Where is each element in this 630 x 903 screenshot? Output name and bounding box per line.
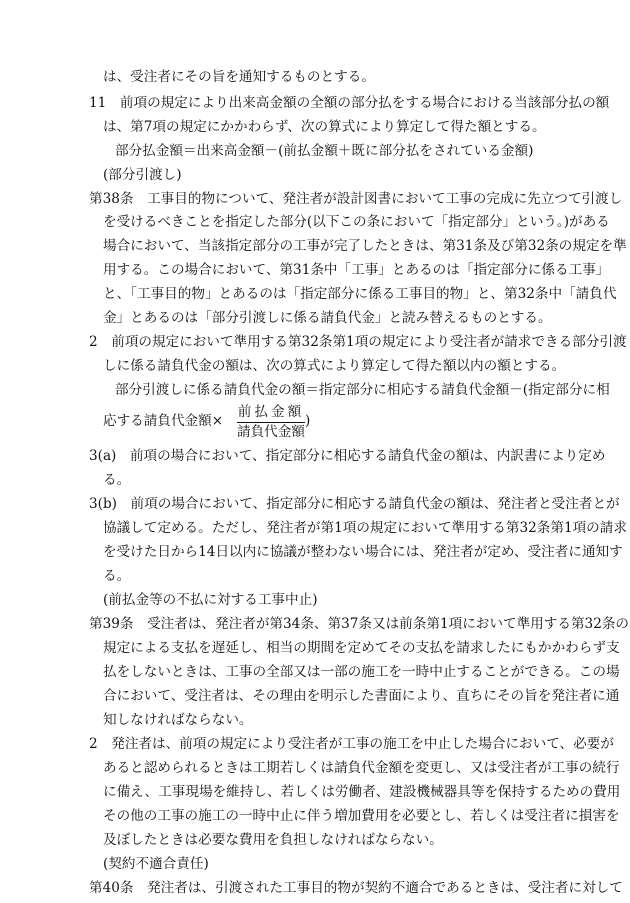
- text-line-l31: その他の工事の施工の一時中止に伴う増加費用を必要とし、若しくは受注者に損害を: [103, 808, 620, 824]
- text-line-l26: 合において、受注者は、その理由を明示した書面により、直ちにその旨を発注者に通: [103, 688, 620, 704]
- text-line-l20: を受けた日から14日以内に協議が整わない場合には、発注者が定め、受注者に通知す: [103, 544, 623, 560]
- text-line-l1: は、受注者にその旨を通知するものとする。: [103, 69, 375, 85]
- text-line-l27: 知しなければならない。: [103, 712, 253, 728]
- fraction-denominator: 請負代金額: [237, 424, 305, 440]
- fraction-numerator: 前払金額: [237, 404, 305, 420]
- text-line-l28: 2 発注者は、前項の規定により受注者が工事の施工を中止した場合において、必要が: [89, 736, 614, 752]
- text-line-l24: 規定による支払を遅延し、相当の期間を定めてその支払を請求したにもかかわらず支: [103, 640, 620, 656]
- text-line-l3: は、第7項の規定にかかわらず、次の算式により算定して得た額とする。: [103, 119, 546, 135]
- text-line-l9: 用する。この場合において、第31条中「工事」とあるのは「指定部分に係る工事」: [103, 262, 610, 278]
- text-line-l14: 部分引渡しに係る請負代金の額＝指定部分に相応する請負代金額－(指定部分に相: [115, 382, 610, 398]
- fraction-bar: [237, 422, 305, 423]
- text-line-l7: を受けるべきことを指定した部分(以下この条において「指定部分」という。)がある: [103, 214, 610, 230]
- text-line-l17: る。: [103, 472, 131, 488]
- text-line-l11: 金」とあるのは「部分引渡しに係る請負代金」と読み替えるものとする。: [103, 310, 552, 326]
- text-line-l19: 協議して定める。ただし、発注者が第1項の規定において準用する第32条第1項の請求: [103, 520, 627, 536]
- text-line-l5: (部分引渡し): [103, 167, 182, 183]
- fraction-close-paren: ): [305, 413, 311, 429]
- text-line-l25: 払をしないときは、工事の全部又は一部の施工を一時中止することができる。この場: [103, 664, 620, 680]
- text-line-l4: 部分払金額＝出来高金額－(前払金額＋既に部分払をされている金額): [115, 143, 534, 159]
- text-line-l34: 第40条 発注者は、引渡された工事目的物が契約不適合であるときは、受注者に対して: [89, 880, 623, 896]
- text-line-l12: 2 前項の規定において準用する第32条第1項の規定により受注者が請求できる部分引渡: [89, 334, 627, 350]
- text-line-l32: 及ぼしたときは必要な費用を負担しなければならない。: [103, 832, 443, 848]
- text-line-l23: 第39条 受注者は、発注者が第34条、第37条又は前条第1項において準用する第32条の: [89, 616, 630, 632]
- text-line-l13: しに係る請負代金の額は、次の算式により算定して得た額以内の額とする。: [103, 358, 566, 374]
- text-line-l2: 11 前項の規定により出来高金額の全額の部分払をする場合における当該部分払の額: [89, 95, 610, 111]
- text-line-l8: 場合において、当該指定部分の工事が完了したときは、第31条及び第32条の規定を準: [103, 238, 627, 254]
- text-line-l16: 3(a) 前項の場合において、指定部分に相応する請負代金の額は、内訳書により定め: [89, 448, 606, 464]
- text-line-l22: (前払金等の不払に対する工事中止): [103, 592, 318, 608]
- text-line-l18: 3(b) 前項の場合において、指定部分に相応する請負代金の額は、発注者と受注者とが: [89, 496, 620, 512]
- text-line-l29: あると認められるときは工期若しくは請負代金額を変更し、又は受注者が工事の続行: [103, 760, 620, 776]
- text-line-l21: る。: [103, 568, 131, 584]
- text-line-l30: に備え、工事現場を維持し、若しくは労働者、建設機械器具等を保持するための費用: [103, 784, 621, 800]
- text-line-l33: (契約不適合責任): [103, 856, 209, 872]
- text-line-l10: と、「工事目的物」とあるのは「指定部分に係る工事目的物」と、第32条中「請負代: [103, 286, 617, 302]
- text-line-l15: 応する請負代金額×: [103, 413, 224, 429]
- text-line-l6: 第38条 工事目的物について、発注者が設計図書において工事の完成に先立つて引渡し: [89, 191, 623, 207]
- fraction: [237, 404, 305, 441]
